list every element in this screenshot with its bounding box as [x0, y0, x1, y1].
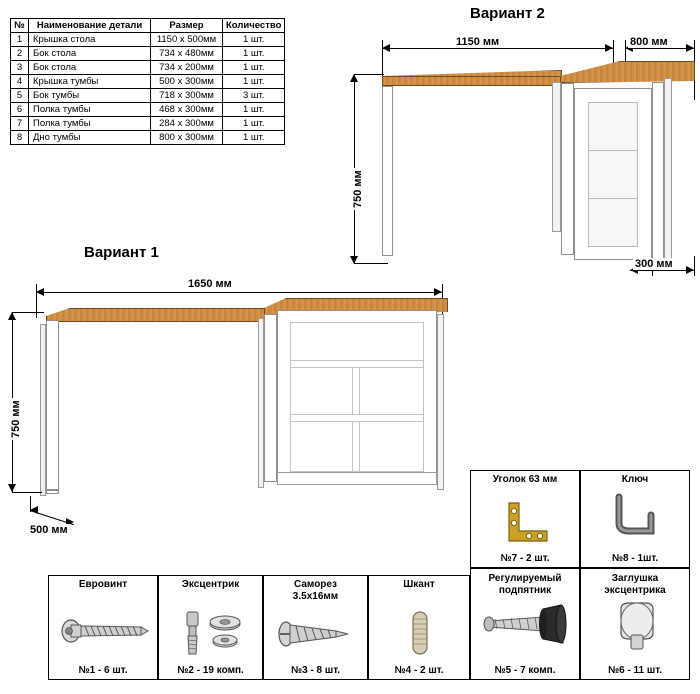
cell-name: Крышка тумбы	[29, 75, 151, 89]
table-row	[11, 75, 285, 89]
th-name: Наименование детали	[29, 19, 151, 33]
hardware-title: Шкант	[403, 579, 435, 590]
cell-size: 468 x 300мм	[151, 103, 223, 117]
cell-name: Бок тумбы	[29, 89, 151, 103]
cell-num: 3	[11, 61, 29, 75]
cell-qty: 1 шт.	[223, 47, 285, 61]
dim-v1-depth: 500 мм	[30, 524, 68, 536]
confirmat-screw-icon	[49, 576, 157, 679]
cell-qty: 1 шт.	[223, 75, 285, 89]
dim-v2-width: 1150 мм	[456, 36, 500, 48]
th-num: №	[11, 19, 29, 33]
cell-name: Бок стола	[29, 61, 151, 75]
cell-size: 284 x 300мм	[151, 117, 223, 131]
hardware-cell-podpyatnik	[470, 568, 580, 680]
hardware-title: Регулируемый	[488, 573, 562, 584]
table-row	[11, 61, 285, 75]
hardware-title-second-line: подпятник	[498, 585, 552, 596]
dim-v1-width: 1650 мм	[188, 278, 232, 290]
cell-name: Полка тумбы	[29, 103, 151, 117]
cap-cover-icon	[581, 569, 689, 679]
hardware-title-second-line: эксцентрика	[604, 585, 666, 596]
dim-v2-bottom: 300 мм	[635, 258, 673, 270]
cell-qty: 1 шт.	[223, 117, 285, 131]
hardware-title: Саморез	[294, 579, 337, 590]
cell-size: 500 x 300мм	[151, 75, 223, 89]
hardware-cell-samorez	[263, 575, 368, 680]
hardware-title: Эксцентрик	[181, 579, 240, 590]
cell-num: 7	[11, 117, 29, 131]
hardware-qty: №4 - 2 шт.	[394, 665, 444, 676]
dim-v1-height: 750 мм	[10, 400, 22, 438]
table-header-row	[11, 19, 285, 33]
hardware-cell-zaglushka	[580, 568, 690, 680]
cell-name: Бок стола	[29, 47, 151, 61]
variant1-drawing	[0, 262, 470, 562]
hardware-title: Ключ	[621, 474, 649, 485]
cell-name: Крышка стола	[29, 33, 151, 47]
hardware-cell-ekscentrik	[158, 575, 263, 680]
cell-qty: 1 шт.	[223, 131, 285, 145]
dim-v2-height: 750 мм	[352, 170, 364, 208]
cell-num: 1	[11, 33, 29, 47]
dim-v2-depth: 800 мм	[630, 36, 668, 48]
table-row	[11, 33, 285, 47]
table-row	[11, 117, 285, 131]
self-tapping-screw-icon	[264, 576, 367, 679]
parts-table	[10, 18, 285, 145]
cell-qty: 1 шт.	[223, 103, 285, 117]
cell-num: 6	[11, 103, 29, 117]
hardware-cell-evrovint	[48, 575, 158, 680]
cam-lock-icon	[159, 576, 262, 679]
cell-size: 1150 x 500мм	[151, 33, 223, 47]
hardware-cell-shkant	[368, 575, 470, 680]
variant2-drawing	[330, 30, 700, 280]
cell-num: 8	[11, 131, 29, 145]
cell-size: 734 x 200мм	[151, 61, 223, 75]
variant2-title: Вариант 2	[470, 5, 545, 22]
adjustable-foot-icon	[471, 569, 579, 679]
hardware-qty: №7 - 2 шт.	[500, 553, 550, 564]
table-row	[11, 47, 285, 61]
dowel-icon	[369, 576, 469, 679]
hardware-qty: №2 - 19 комп.	[177, 665, 244, 676]
variant1-title: Вариант 1	[84, 244, 159, 261]
hardware-cell-klyuch	[580, 470, 690, 568]
table-row	[11, 89, 285, 103]
cell-qty: 1 шт.	[223, 61, 285, 75]
cell-name: Полка тумбы	[29, 117, 151, 131]
hardware-qty: №1 - 6 шт.	[78, 665, 128, 676]
hardware-title: Евровинт	[78, 579, 128, 590]
cell-qty: 1 шт.	[223, 33, 285, 47]
th-qty: Количество	[223, 19, 285, 33]
table-row	[11, 103, 285, 117]
hardware-title-second-line: 3.5x16мм	[292, 591, 339, 602]
hardware-qty: №3 - 8 шт.	[290, 665, 341, 676]
hardware-title: Заглушка	[611, 573, 659, 584]
cell-size: 718 x 300мм	[151, 89, 223, 103]
cell-size: 734 x 480мм	[151, 47, 223, 61]
table-row	[11, 131, 285, 145]
th-size: Размер	[151, 19, 223, 33]
cell-name: Дно тумбы	[29, 131, 151, 145]
hardware-title: Уголок 63 мм	[492, 474, 558, 485]
hardware-qty: №6 - 11 шт.	[607, 665, 663, 676]
cell-num: 5	[11, 89, 29, 103]
cell-size: 800 x 300мм	[151, 131, 223, 145]
hardware-qty: №8 - 1шт.	[611, 553, 659, 564]
cell-num: 4	[11, 75, 29, 89]
hardware-qty: №5 - 7 комп.	[494, 665, 556, 676]
hardware-cell-ugolok	[470, 470, 580, 568]
cell-qty: 3 шт.	[223, 89, 285, 103]
cell-num: 2	[11, 47, 29, 61]
